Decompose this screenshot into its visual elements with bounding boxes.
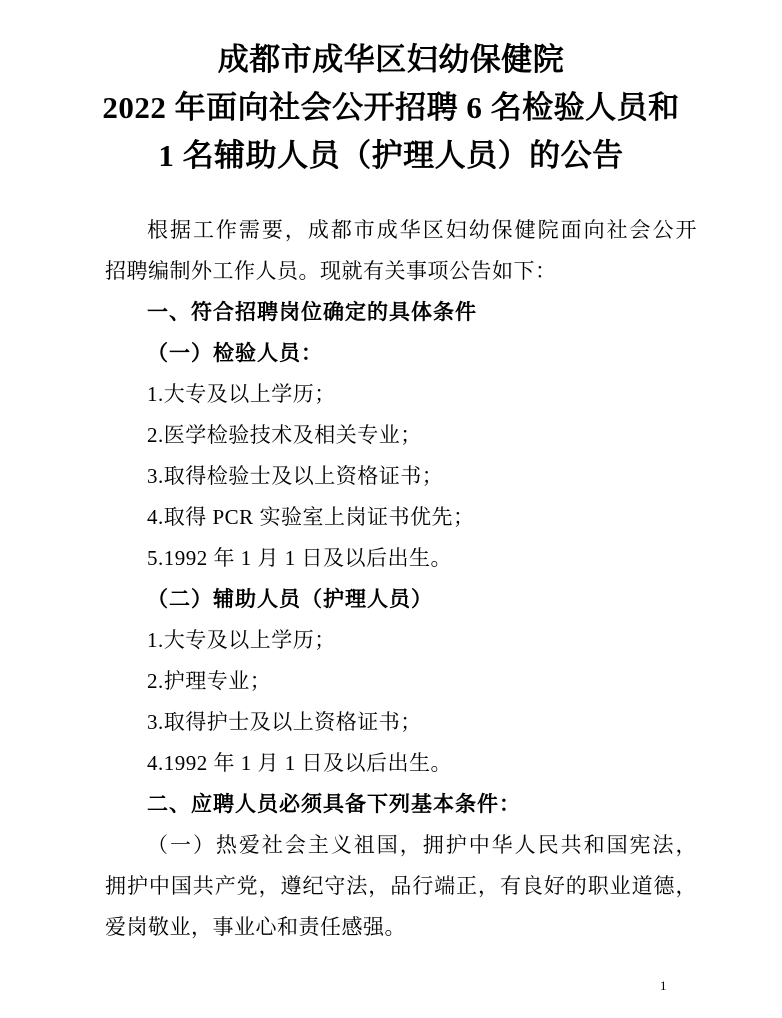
title-line-3: 1 名辅助人员（护理人员）的公告 — [158, 138, 624, 173]
body-line: 2.医学检验技术及相关专业； — [147, 423, 422, 447]
body-line: 4.取得 PCR 实验室上岗证书优先； — [147, 505, 475, 529]
body-line: 4.1992 年 1 月 1 日及以后出生。 — [147, 751, 452, 775]
body-line: 根据工作需要，成都市成华区妇幼保健院面向社会公开 — [147, 218, 697, 242]
document-body — [105, 210, 697, 948]
body-line: （二）辅助人员（护理人员） — [147, 588, 433, 611]
body-line: 1.大专及以上学历； — [147, 628, 336, 652]
body-line: 一、符合招聘岗位确定的具体条件 — [147, 301, 477, 324]
page-number: 1 — [660, 978, 667, 993]
body-line: （一）检验人员： — [147, 342, 323, 365]
title-line-2: 2022 年面向社会公开招聘 6 名检验人员和 — [102, 90, 680, 125]
body-line: 1.大专及以上学历； — [147, 382, 336, 406]
body-line: 爱岗敬业，事业心和责任感强。 — [105, 915, 406, 939]
title-line-1: 成都市成华区妇幼保健院 — [217, 42, 565, 77]
document-title — [0, 0, 782, 180]
body-line: 拥护中国共产党，遵纪守法，品行端正，有良好的职业道德， — [105, 874, 697, 898]
body-line: 5.1992 年 1 月 1 日及以后出生。 — [147, 546, 452, 570]
body-line: （一）热爱社会主义祖国，拥护中华人民共和国宪法， — [147, 833, 697, 857]
body-line: 招聘编制外工作人员。现就有关事项公告如下： — [105, 259, 557, 283]
body-line: 3.取得护士及以上资格证书； — [147, 710, 422, 734]
body-line: 2.护理专业； — [147, 669, 272, 693]
body-line: 二、应聘人员必须具备下列基本条件： — [147, 793, 521, 816]
body-line: 3.取得检验士及以上资格证书； — [147, 464, 444, 488]
